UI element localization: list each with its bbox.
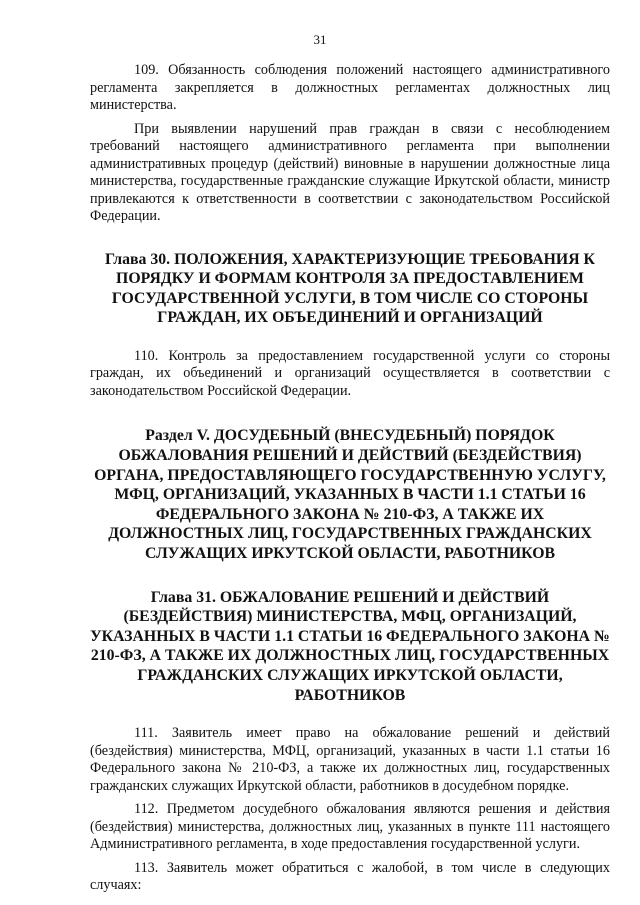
- paragraph-110: 110. Контроль за предоставлением государственной услуги со стороны граждан, их объединений и организаций осуществляется в соответствии с законодательством Российской Федерации.: [90, 347, 610, 399]
- paragraph-109: 109. Обязанность соблюдения положений настоящего административного регламента закрепляется в должностных регламентах должностных лиц министерства.: [90, 62, 610, 113]
- paragraph-111: 111. Заявитель имеет право на обжалование решений и действий (бездействия) министерства, МФЦ, организаций, указанных в части 1.1 статьи 16 Федерального закона № 210-ФЗ, а также их должностных лиц, государственных гражданских служащих Иркутской области, работников в досудебном порядке.: [90, 725, 610, 794]
- paragraph-109-violations: При выявлении нарушений прав граждан в связи с несоблюдением требований настоящего административного регламента при выполнении административных процедур (действий) виновные в нарушении должностные лица министерства, государственные гражданские служащие Иркутской области, министр привлекаются к ответственности в соответствии с законодательством Российской Федерации.: [90, 120, 610, 224]
- section-5-heading: Раздел V. ДОСУДЕБНЫЙ (ВНЕСУДЕБНЫЙ) ПОРЯДОК ОБЖАЛОВАНИЯ РЕШЕНИЙ И ДЕЙСТВИЙ (БЕЗДЕЙСТВИЯ) ОРГАНА, ПРЕДОСТАВЛЯЮЩЕГО ГОСУДАРСТВЕННУЮ УСЛУГУ, МФЦ, ОРГАНИЗАЦИЙ, УКАЗАННЫХ В ЧАСТИ 1.1 СТАТЬИ 16 ФЕДЕРАЛЬНОГО ЗАКОНА № 210-ФЗ, А ТАКЖЕ ИХ ДОЛЖНОСТНЫХ ЛИЦ, ГОСУДАРСТВЕННЫХ ГРАЖДАНСКИХ СЛУЖАЩИХ ИРКУТСКОЙ ОБЛАСТИ, РАБОТНИКОВ: [94, 427, 606, 562]
- chapter-30-heading: Глава 30. ПОЛОЖЕНИЯ, ХАРАКТЕРИЗУЮЩИЕ ТРЕБОВАНИЯ К ПОРЯДКУ И ФОРМАМ КОНТРОЛЯ ЗА ПРЕДОСТАВЛЕНИЕМ ГОСУДАРСТВЕННОЙ УСЛУГИ, В ТОМ ЧИСЛЕ СО СТОРОНЫ ГРАЖДАН, ИХ ОБЪЕДИНЕНИЙ И ОРГАНИЗАЦИЙ: [104, 250, 596, 327]
- page-number: 31: [313, 32, 327, 47]
- paragraph-112: 112. Предметом досудебного обжалования являются решения и действия (бездействия) министерства, должностных лиц, указанных в пункте 111 настоящего Административного регламента, в ходе предоставления государственной услуги.: [90, 801, 610, 853]
- paragraph-113: 113. Заявитель может обратиться с жалобой, в том числе в следующих случаях:: [90, 859, 610, 894]
- document-body: [90, 62, 610, 895]
- chapter-31-heading: Глава 31. ОБЖАЛОВАНИЕ РЕШЕНИЙ И ДЕЙСТВИЙ (БЕЗДЕЙСТВИЯ) МИНИСТЕРСТВА, МФЦ, ОРГАНИЗАЦИЙ, УКАЗАННЫХ В ЧАСТИ 1.1 СТАТЬИ 16 ФЕДЕРАЛЬНОГО ЗАКОНА № 210-ФЗ, А ТАКЖЕ ИХ ДОЛЖНОСТНЫХ ЛИЦ, ГОСУДАРСТВЕННЫХ ГРАЖДАНСКИХ СЛУЖАЩИХ ИРКУТСКОЙ ОБЛАСТИ, РАБОТНИКОВ: [90, 588, 610, 704]
